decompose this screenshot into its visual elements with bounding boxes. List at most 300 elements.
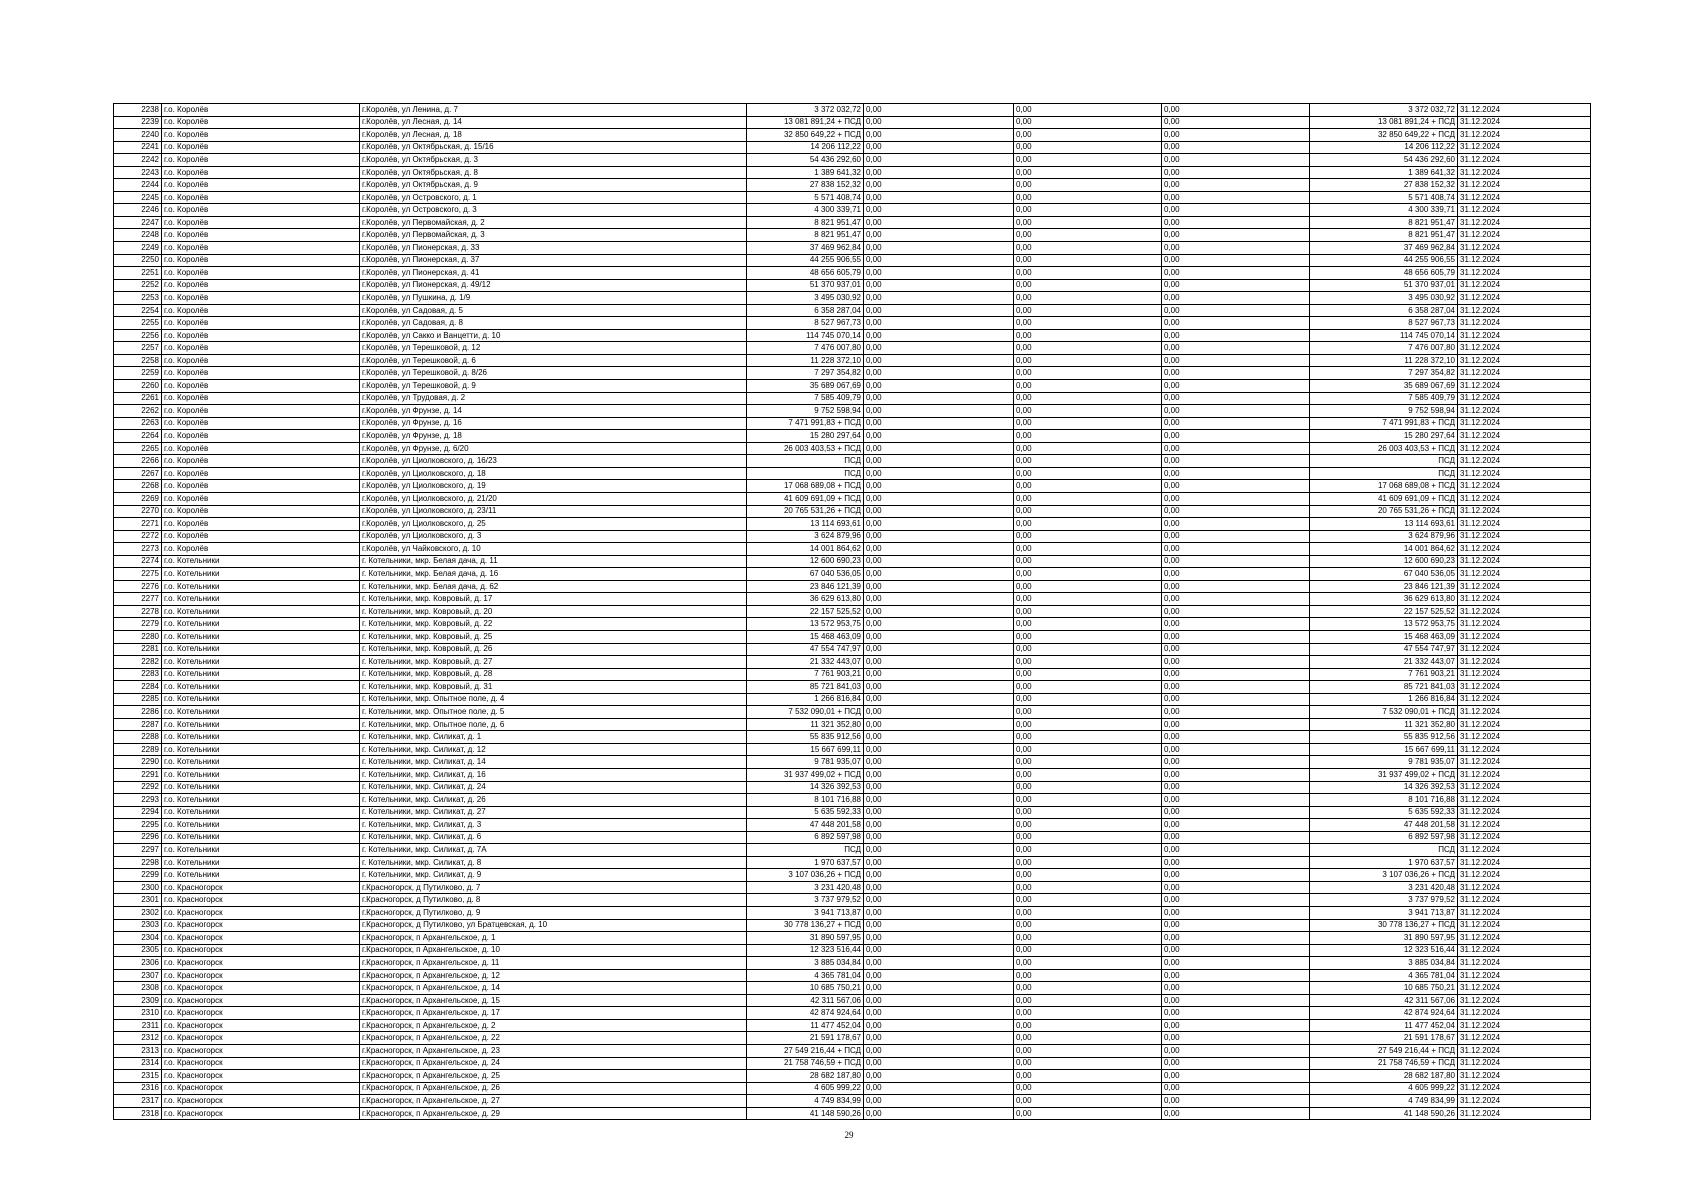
- table-row: [114, 1095, 1591, 1108]
- amount-cell-3: 0,00: [1162, 242, 1310, 255]
- total-cell: 36 629 613,80: [1310, 593, 1458, 606]
- municipality-cell: г.о. Красногорск: [162, 1095, 360, 1108]
- deadline-date-cell: 31.12.2024: [1458, 543, 1591, 556]
- table-row: [114, 618, 1591, 631]
- amount-cell-2: 0,00: [1014, 869, 1162, 882]
- municipality-cell: г.о. Котельники: [162, 693, 360, 706]
- cost-cell: 31 937 499,02 + ПСД: [747, 768, 864, 781]
- address-cell: г. Котельники, мкр. Опытное поле, д. 4: [360, 693, 747, 706]
- amount-cell-1: 0,00: [864, 430, 1014, 443]
- address-cell: г. Котельники, мкр. Белая дача, д. 62: [360, 580, 747, 593]
- row-number: 2284: [114, 681, 162, 694]
- amount-cell-2: 0,00: [1014, 354, 1162, 367]
- total-cell: 7 476 007,80: [1310, 342, 1458, 355]
- deadline-date-cell: 31.12.2024: [1458, 1045, 1591, 1058]
- total-cell: 14 206 112,22: [1310, 141, 1458, 154]
- total-cell: 42 874 924,64: [1310, 1007, 1458, 1020]
- municipality-cell: г.о. Красногорск: [162, 881, 360, 894]
- amount-cell-1: 0,00: [864, 1057, 1014, 1070]
- cost-cell: 7 297 354,82: [747, 367, 864, 380]
- table-row: [114, 292, 1591, 305]
- address-cell: г.Королёв, ул Циолковского, д. 3: [360, 530, 747, 543]
- amount-cell-2: 0,00: [1014, 1032, 1162, 1045]
- total-cell: 31 937 499,02 + ПСД: [1310, 768, 1458, 781]
- cost-cell: 4 605 999,22: [747, 1082, 864, 1095]
- amount-cell-3: 0,00: [1162, 618, 1310, 631]
- address-cell: г.Королёв, ул Октябрьская, д. 8: [360, 166, 747, 179]
- table-row: [114, 267, 1591, 280]
- cost-cell: 23 846 121,39: [747, 580, 864, 593]
- amount-cell-3: 0,00: [1162, 630, 1310, 643]
- total-cell: ПСД: [1310, 844, 1458, 857]
- row-number: 2313: [114, 1045, 162, 1058]
- total-cell: 13 572 953,75: [1310, 618, 1458, 631]
- amount-cell-2: 0,00: [1014, 216, 1162, 229]
- municipality-cell: г.о. Королёв: [162, 292, 360, 305]
- total-cell: 3 231 420,48: [1310, 881, 1458, 894]
- municipality-cell: г.о. Котельники: [162, 568, 360, 581]
- cost-cell: 13 114 693,61: [747, 518, 864, 531]
- row-number: 2246: [114, 204, 162, 217]
- cost-cell: 85 721 841,03: [747, 681, 864, 694]
- table-row: [114, 643, 1591, 656]
- address-cell: г.Королёв, ул Фрунзе, д. 6/20: [360, 442, 747, 455]
- amount-cell-2: 0,00: [1014, 706, 1162, 719]
- page-number: 29: [844, 1130, 854, 1140]
- total-cell: 3 624 879,96: [1310, 530, 1458, 543]
- amount-cell-2: 0,00: [1014, 756, 1162, 769]
- total-cell: 14 326 392,53: [1310, 781, 1458, 794]
- address-cell: г. Котельники, мкр. Силикат, д. 27: [360, 806, 747, 819]
- deadline-date-cell: 31.12.2024: [1458, 743, 1591, 756]
- amount-cell-2: 0,00: [1014, 881, 1162, 894]
- cost-cell: 54 436 292,60: [747, 154, 864, 167]
- row-number: 2295: [114, 819, 162, 832]
- cost-cell: 36 629 613,80: [747, 593, 864, 606]
- municipality-cell: г.о. Красногорск: [162, 982, 360, 995]
- amount-cell-2: 0,00: [1014, 794, 1162, 807]
- cost-cell: 37 469 962,84: [747, 242, 864, 255]
- amount-cell-2: 0,00: [1014, 116, 1162, 129]
- municipality-cell: г.о. Красногорск: [162, 1082, 360, 1095]
- row-number: 2269: [114, 492, 162, 505]
- municipality-cell: г.о. Красногорск: [162, 919, 360, 932]
- total-cell: 15 468 463,09: [1310, 630, 1458, 643]
- deadline-date-cell: 31.12.2024: [1458, 869, 1591, 882]
- amount-cell-1: 0,00: [864, 969, 1014, 982]
- table-row: [114, 718, 1591, 731]
- cost-cell: 55 835 912,56: [747, 731, 864, 744]
- cost-cell: 15 667 699,11: [747, 743, 864, 756]
- address-cell: г.Красногорск, п Архангельское, д. 26: [360, 1082, 747, 1095]
- amount-cell-1: 0,00: [864, 480, 1014, 493]
- total-cell: 3 495 030,92: [1310, 292, 1458, 305]
- address-cell: г. Котельники, мкр. Силикат, д. 9: [360, 869, 747, 882]
- amount-cell-2: 0,00: [1014, 141, 1162, 154]
- address-cell: г.Королёв, ул Садовая, д. 5: [360, 304, 747, 317]
- amount-cell-3: 0,00: [1162, 969, 1310, 982]
- municipality-cell: г.о. Котельники: [162, 668, 360, 681]
- amount-cell-2: 0,00: [1014, 907, 1162, 920]
- amount-cell-1: 0,00: [864, 919, 1014, 932]
- table-row: [114, 191, 1591, 204]
- row-number: 2261: [114, 392, 162, 405]
- deadline-date-cell: 31.12.2024: [1458, 881, 1591, 894]
- amount-cell-3: 0,00: [1162, 919, 1310, 932]
- table-row: [114, 442, 1591, 455]
- deadline-date-cell: 31.12.2024: [1458, 618, 1591, 631]
- municipality-cell: г.о. Котельники: [162, 630, 360, 643]
- address-cell: г.Королёв, ул Циолковского, д. 21/20: [360, 492, 747, 505]
- amount-cell-1: 0,00: [864, 994, 1014, 1007]
- municipality-cell: г.о. Королёв: [162, 229, 360, 242]
- municipality-cell: г.о. Королёв: [162, 392, 360, 405]
- amount-cell-2: 0,00: [1014, 781, 1162, 794]
- amount-cell-3: 0,00: [1162, 844, 1310, 857]
- table-row: [114, 693, 1591, 706]
- cost-cell: 7 585 409,79: [747, 392, 864, 405]
- amount-cell-3: 0,00: [1162, 354, 1310, 367]
- deadline-date-cell: 31.12.2024: [1458, 467, 1591, 480]
- row-number: 2311: [114, 1019, 162, 1032]
- cost-cell: 6 892 597,98: [747, 831, 864, 844]
- cost-cell: ПСД: [747, 467, 864, 480]
- total-cell: 7 532 090,01 + ПСД: [1310, 706, 1458, 719]
- amount-cell-1: 0,00: [864, 580, 1014, 593]
- table-row: [114, 304, 1591, 317]
- amount-cell-2: 0,00: [1014, 618, 1162, 631]
- row-number: 2305: [114, 944, 162, 957]
- deadline-date-cell: 31.12.2024: [1458, 768, 1591, 781]
- deadline-date-cell: 31.12.2024: [1458, 944, 1591, 957]
- municipality-cell: г.о. Королёв: [162, 467, 360, 480]
- amount-cell-2: 0,00: [1014, 242, 1162, 255]
- municipality-cell: г.о. Красногорск: [162, 994, 360, 1007]
- address-cell: г.Красногорск, п Архангельское, д. 17: [360, 1007, 747, 1020]
- cost-cell: 3 372 032,72: [747, 104, 864, 117]
- cost-cell: 14 206 112,22: [747, 141, 864, 154]
- row-number: 2264: [114, 430, 162, 443]
- total-cell: 7 585 409,79: [1310, 392, 1458, 405]
- municipality-cell: г.о. Котельники: [162, 580, 360, 593]
- deadline-date-cell: 31.12.2024: [1458, 204, 1591, 217]
- amount-cell-3: 0,00: [1162, 656, 1310, 669]
- municipality-cell: г.о. Котельники: [162, 656, 360, 669]
- table-row: [114, 279, 1591, 292]
- cost-cell: 1 389 641,32: [747, 166, 864, 179]
- amount-cell-2: 0,00: [1014, 417, 1162, 430]
- municipality-cell: г.о. Королёв: [162, 204, 360, 217]
- row-number: 2303: [114, 919, 162, 932]
- cost-cell: 11 477 452,04: [747, 1019, 864, 1032]
- row-number: 2316: [114, 1082, 162, 1095]
- total-cell: 44 255 906,55: [1310, 254, 1458, 267]
- amount-cell-3: 0,00: [1162, 442, 1310, 455]
- deadline-date-cell: 31.12.2024: [1458, 354, 1591, 367]
- row-number: 2267: [114, 467, 162, 480]
- row-number: 2276: [114, 580, 162, 593]
- row-number: 2280: [114, 630, 162, 643]
- total-cell: 47 448 201,58: [1310, 819, 1458, 832]
- municipality-cell: г.о. Красногорск: [162, 907, 360, 920]
- address-cell: г.Королёв, ул Терешковой, д. 9: [360, 380, 747, 393]
- amount-cell-1: 0,00: [864, 267, 1014, 280]
- row-number: 2266: [114, 455, 162, 468]
- table-row: [114, 405, 1591, 418]
- cost-cell: 5 571 408,74: [747, 191, 864, 204]
- amount-cell-3: 0,00: [1162, 693, 1310, 706]
- amount-cell-1: 0,00: [864, 881, 1014, 894]
- table-row: [114, 505, 1591, 518]
- table-row: [114, 994, 1591, 1007]
- deadline-date-cell: 31.12.2024: [1458, 1095, 1591, 1108]
- deadline-date-cell: 31.12.2024: [1458, 116, 1591, 129]
- cost-cell: 6 358 287,04: [747, 304, 864, 317]
- municipality-cell: г.о. Королёв: [162, 254, 360, 267]
- address-cell: г.Королёв, ул Фрунзе, д. 14: [360, 405, 747, 418]
- amount-cell-1: 0,00: [864, 405, 1014, 418]
- total-cell: 41 609 691,09 + ПСД: [1310, 492, 1458, 505]
- amount-cell-3: 0,00: [1162, 292, 1310, 305]
- address-cell: г.Королёв, ул Первомайская, д. 2: [360, 216, 747, 229]
- row-number: 2297: [114, 844, 162, 857]
- amount-cell-3: 0,00: [1162, 304, 1310, 317]
- municipality-cell: г.о. Королёв: [162, 191, 360, 204]
- total-cell: 27 549 216,44 + ПСД: [1310, 1045, 1458, 1058]
- amount-cell-1: 0,00: [864, 932, 1014, 945]
- amount-cell-3: 0,00: [1162, 932, 1310, 945]
- table-row: [114, 329, 1591, 342]
- total-cell: 55 835 912,56: [1310, 731, 1458, 744]
- amount-cell-1: 0,00: [864, 1107, 1014, 1120]
- amount-cell-3: 0,00: [1162, 643, 1310, 656]
- address-cell: г.Красногорск, п Архангельское, д. 29: [360, 1107, 747, 1120]
- total-cell: 9 752 598,94: [1310, 405, 1458, 418]
- cost-cell: 4 749 834,99: [747, 1095, 864, 1108]
- amount-cell-2: 0,00: [1014, 856, 1162, 869]
- address-cell: г. Котельники, мкр. Ковровый, д. 20: [360, 605, 747, 618]
- table-row: [114, 430, 1591, 443]
- amount-cell-3: 0,00: [1162, 593, 1310, 606]
- total-cell: 11 321 352,80: [1310, 718, 1458, 731]
- address-cell: г.Королёв, ул Циолковского, д. 18: [360, 467, 747, 480]
- amount-cell-2: 0,00: [1014, 1057, 1162, 1070]
- amount-cell-1: 0,00: [864, 380, 1014, 393]
- amount-cell-2: 0,00: [1014, 982, 1162, 995]
- cost-cell: 28 682 187,80: [747, 1070, 864, 1083]
- amount-cell-2: 0,00: [1014, 267, 1162, 280]
- deadline-date-cell: 31.12.2024: [1458, 643, 1591, 656]
- amount-cell-2: 0,00: [1014, 254, 1162, 267]
- address-cell: г.Красногорск, п Архангельское, д. 11: [360, 957, 747, 970]
- total-cell: 3 372 032,72: [1310, 104, 1458, 117]
- total-cell: 3 107 036,26 + ПСД: [1310, 869, 1458, 882]
- municipality-cell: г.о. Котельники: [162, 781, 360, 794]
- deadline-date-cell: 31.12.2024: [1458, 894, 1591, 907]
- amount-cell-3: 0,00: [1162, 794, 1310, 807]
- address-cell: г.Королёв, ул Фрунзе, д. 18: [360, 430, 747, 443]
- amount-cell-2: 0,00: [1014, 806, 1162, 819]
- address-cell: г.Красногорск, д Путилково, д. 9: [360, 907, 747, 920]
- amount-cell-3: 0,00: [1162, 1019, 1310, 1032]
- cost-cell: 4 300 339,71: [747, 204, 864, 217]
- cost-cell: 1 970 637,57: [747, 856, 864, 869]
- row-number: 2265: [114, 442, 162, 455]
- amount-cell-3: 0,00: [1162, 417, 1310, 430]
- cost-cell: 7 761 903,21: [747, 668, 864, 681]
- total-cell: ПСД: [1310, 467, 1458, 480]
- address-cell: г.Красногорск, п Архангельское, д. 10: [360, 944, 747, 957]
- total-cell: 8 527 967,73: [1310, 317, 1458, 330]
- table-row: [114, 580, 1591, 593]
- municipality-cell: г.о. Красногорск: [162, 1032, 360, 1045]
- table-row: [114, 1019, 1591, 1032]
- amount-cell-3: 0,00: [1162, 543, 1310, 556]
- deadline-date-cell: 31.12.2024: [1458, 267, 1591, 280]
- table-row: [114, 354, 1591, 367]
- deadline-date-cell: 31.12.2024: [1458, 179, 1591, 192]
- amount-cell-1: 0,00: [864, 806, 1014, 819]
- amount-cell-3: 0,00: [1162, 731, 1310, 744]
- total-cell: 10 685 750,21: [1310, 982, 1458, 995]
- amount-cell-2: 0,00: [1014, 329, 1162, 342]
- amount-cell-2: 0,00: [1014, 630, 1162, 643]
- municipality-cell: г.о. Котельники: [162, 605, 360, 618]
- municipality-cell: г.о. Королёв: [162, 242, 360, 255]
- table-row: [114, 819, 1591, 832]
- table-row: [114, 881, 1591, 894]
- amount-cell-1: 0,00: [864, 104, 1014, 117]
- amount-cell-3: 0,00: [1162, 430, 1310, 443]
- deadline-date-cell: 31.12.2024: [1458, 668, 1591, 681]
- amount-cell-3: 0,00: [1162, 881, 1310, 894]
- deadline-date-cell: 31.12.2024: [1458, 380, 1591, 393]
- municipality-cell: г.о. Королёв: [162, 480, 360, 493]
- address-cell: г.Королёв, ул Садовая, д. 8: [360, 317, 747, 330]
- total-cell: 1 389 641,32: [1310, 166, 1458, 179]
- address-cell: г.Королёв, ул Октябрьская, д. 15/16: [360, 141, 747, 154]
- cost-cell: 51 370 937,01: [747, 279, 864, 292]
- cost-cell: 12 600 690,23: [747, 555, 864, 568]
- municipality-cell: г.о. Королёв: [162, 354, 360, 367]
- table-row: [114, 467, 1591, 480]
- table-row: [114, 957, 1591, 970]
- amount-cell-1: 0,00: [864, 354, 1014, 367]
- table-row: [114, 1057, 1591, 1070]
- amount-cell-1: 0,00: [864, 568, 1014, 581]
- amount-cell-1: 0,00: [864, 593, 1014, 606]
- cost-cell: 42 311 567,06: [747, 994, 864, 1007]
- amount-cell-1: 0,00: [864, 279, 1014, 292]
- deadline-date-cell: 31.12.2024: [1458, 455, 1591, 468]
- deadline-date-cell: 31.12.2024: [1458, 593, 1591, 606]
- deadline-date-cell: 31.12.2024: [1458, 304, 1591, 317]
- amount-cell-1: 0,00: [864, 129, 1014, 142]
- amount-cell-1: 0,00: [864, 229, 1014, 242]
- row-number: 2271: [114, 518, 162, 531]
- table-row: [114, 969, 1591, 982]
- row-number: 2249: [114, 242, 162, 255]
- cost-cell: 4 365 781,04: [747, 969, 864, 982]
- cost-cell: 9 752 598,94: [747, 405, 864, 418]
- municipality-cell: г.о. Красногорск: [162, 1019, 360, 1032]
- amount-cell-2: 0,00: [1014, 480, 1162, 493]
- total-cell: 14 001 864,62: [1310, 543, 1458, 556]
- amount-cell-1: 0,00: [864, 668, 1014, 681]
- table-row: [114, 894, 1591, 907]
- total-cell: 51 370 937,01: [1310, 279, 1458, 292]
- amount-cell-2: 0,00: [1014, 430, 1162, 443]
- row-number: 2272: [114, 530, 162, 543]
- amount-cell-3: 0,00: [1162, 768, 1310, 781]
- row-number: 2307: [114, 969, 162, 982]
- address-cell: г.Королёв, ул Островского, д. 3: [360, 204, 747, 217]
- address-cell: г.Королёв, ул Чайковского, д. 10: [360, 543, 747, 556]
- row-number: 2241: [114, 141, 162, 154]
- row-number: 2310: [114, 1007, 162, 1020]
- municipality-cell: г.о. Королёв: [162, 442, 360, 455]
- total-cell: 54 436 292,60: [1310, 154, 1458, 167]
- municipality-cell: г.о. Красногорск: [162, 1107, 360, 1120]
- amount-cell-1: 0,00: [864, 794, 1014, 807]
- address-cell: г. Котельники, мкр. Силикат, д. 16: [360, 768, 747, 781]
- deadline-date-cell: 31.12.2024: [1458, 856, 1591, 869]
- cost-cell: 27 549 216,44 + ПСД: [747, 1045, 864, 1058]
- amount-cell-1: 0,00: [864, 731, 1014, 744]
- amount-cell-1: 0,00: [864, 1019, 1014, 1032]
- address-cell: г.Красногорск, п Архангельское, д. 24: [360, 1057, 747, 1070]
- amount-cell-1: 0,00: [864, 317, 1014, 330]
- municipality-cell: г.о. Котельники: [162, 831, 360, 844]
- municipality-cell: г.о. Красногорск: [162, 894, 360, 907]
- amount-cell-3: 0,00: [1162, 1082, 1310, 1095]
- municipality-cell: г.о. Королёв: [162, 179, 360, 192]
- table-row: [114, 154, 1591, 167]
- total-cell: 13 114 693,61: [1310, 518, 1458, 531]
- amount-cell-3: 0,00: [1162, 568, 1310, 581]
- total-cell: 22 157 525,52: [1310, 605, 1458, 618]
- address-cell: г.Красногорск, п Архангельское, д. 25: [360, 1070, 747, 1083]
- cost-cell: 9 781 935,07: [747, 756, 864, 769]
- amount-cell-1: 0,00: [864, 543, 1014, 556]
- amount-cell-1: 0,00: [864, 831, 1014, 844]
- row-number: 2248: [114, 229, 162, 242]
- amount-cell-1: 0,00: [864, 1095, 1014, 1108]
- address-cell: г. Котельники, мкр. Силикат, д. 12: [360, 743, 747, 756]
- deadline-date-cell: 31.12.2024: [1458, 292, 1591, 305]
- amount-cell-1: 0,00: [864, 630, 1014, 643]
- deadline-date-cell: 31.12.2024: [1458, 166, 1591, 179]
- address-cell: г. Котельники, мкр. Белая дача, д. 16: [360, 568, 747, 581]
- amount-cell-2: 0,00: [1014, 442, 1162, 455]
- row-number: 2245: [114, 191, 162, 204]
- row-number: 2292: [114, 781, 162, 794]
- amount-cell-1: 0,00: [864, 442, 1014, 455]
- municipality-cell: г.о. Королёв: [162, 518, 360, 531]
- municipality-cell: г.о. Королёв: [162, 141, 360, 154]
- amount-cell-2: 0,00: [1014, 969, 1162, 982]
- table-row: [114, 869, 1591, 882]
- table-row: [114, 455, 1591, 468]
- row-number: 2253: [114, 292, 162, 305]
- cost-cell: 41 609 691,09 + ПСД: [747, 492, 864, 505]
- total-cell: 11 477 452,04: [1310, 1019, 1458, 1032]
- deadline-date-cell: 31.12.2024: [1458, 141, 1591, 154]
- table-row: [114, 768, 1591, 781]
- amount-cell-1: 0,00: [864, 656, 1014, 669]
- address-cell: г.Королёв, ул Циолковского, д. 19: [360, 480, 747, 493]
- total-cell: 4 749 834,99: [1310, 1095, 1458, 1108]
